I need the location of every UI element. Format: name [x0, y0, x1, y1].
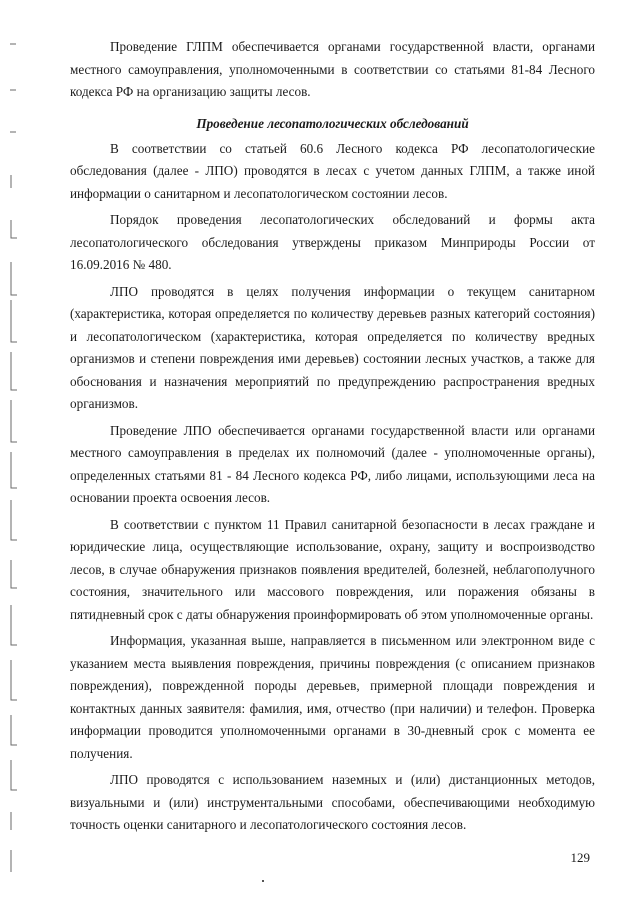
paragraph-glpm-provision: Проведение ГЛПМ обеспечивается органами государственной власти, органами местного самоуправления, уполномоченными в соответствии со статьями 81-84 Лесного кодекса РФ на организацию защиты лесов. [70, 39, 595, 99]
paragraph-lpo-responsibility: Проведение ЛПО обеспечивается органами государственной власти или органами местного самоуправления в пределах их полномочий (далее - уполномоченные органы), определенных статьями 81 - 84 Лесного кодекса РФ, либо лицами, использующими леса на основании проекта освоения лесов. [70, 422, 595, 505]
paragraph-lpo-methods: ЛПО проводятся с использованием наземных и (или) дистанционных методов, визуальными и (или) инструментальными способами, обеспечивающими необходимую точность оценки санитарного и лесопатологического состояния лесов. [70, 772, 595, 832]
paragraph-information-report: Информация, указанная выше, направляется в письменном или электронном виде с указанием места выявления повреждения, причины повреждения (с описанием признаков повреждения), поврежденной породы деревьев, примерной площади повреждения и контактных данных заявителя: фамилия, имя, отчество (при наличии) и телефон. Проверка информации проводится уполномоченными органами в 30-дневный срок с момента ее получения. [70, 633, 595, 761]
paragraph-lpo-purpose: ЛПО проводятся в целях получения информации о текущем санитарном (характеристика, которая определяется по количеству деревьев разных категорий состояния) и лесопатологическом (характеристика, которая определяется по количеству вредных организмов и степени повреждения ими деревьев) состоянии лесных участков, а также для обоснования и назначения мероприятий по предупреждению распространения вредных организмов. [70, 283, 595, 411]
document-body [70, 36, 595, 841]
page-number: 129 [570, 850, 590, 865]
scan-speck [262, 880, 264, 882]
paragraph-lpo-procedure: Порядок проведения лесопатологических обследований и формы акта лесопатологического обследования утверждены приказом Минприроды России от 16.09.2016 № 480. [70, 212, 595, 272]
paragraph-lpo-definition: В соответствии со статьей 60.6 Лесного кодекса РФ лесопатологические обследования (далее - ЛПО) проводятся в лесах с учетом данных ГЛПМ, а также иной информации о санитарном и лесопатологическом состоянии лесов. [70, 140, 595, 201]
section-heading: Проведение лесопатологических обследований [196, 115, 469, 131]
binding-margin-marks [0, 0, 24, 905]
paragraph-sanitary-rules: В соответствии с пунктом 11 Правил санитарной безопасности в лесах граждане и юридические лица, осуществляющие использование, охрану, защиту и воспроизводство лесов, в случае обнаружения признаков появления вредителей, болезней, неблагополучного состояния, значительного или массового повреждения, или поражения обязаны в пятидневный срок с даты обнаружения проинформировать об этом уполномоченные органы. [70, 516, 595, 622]
